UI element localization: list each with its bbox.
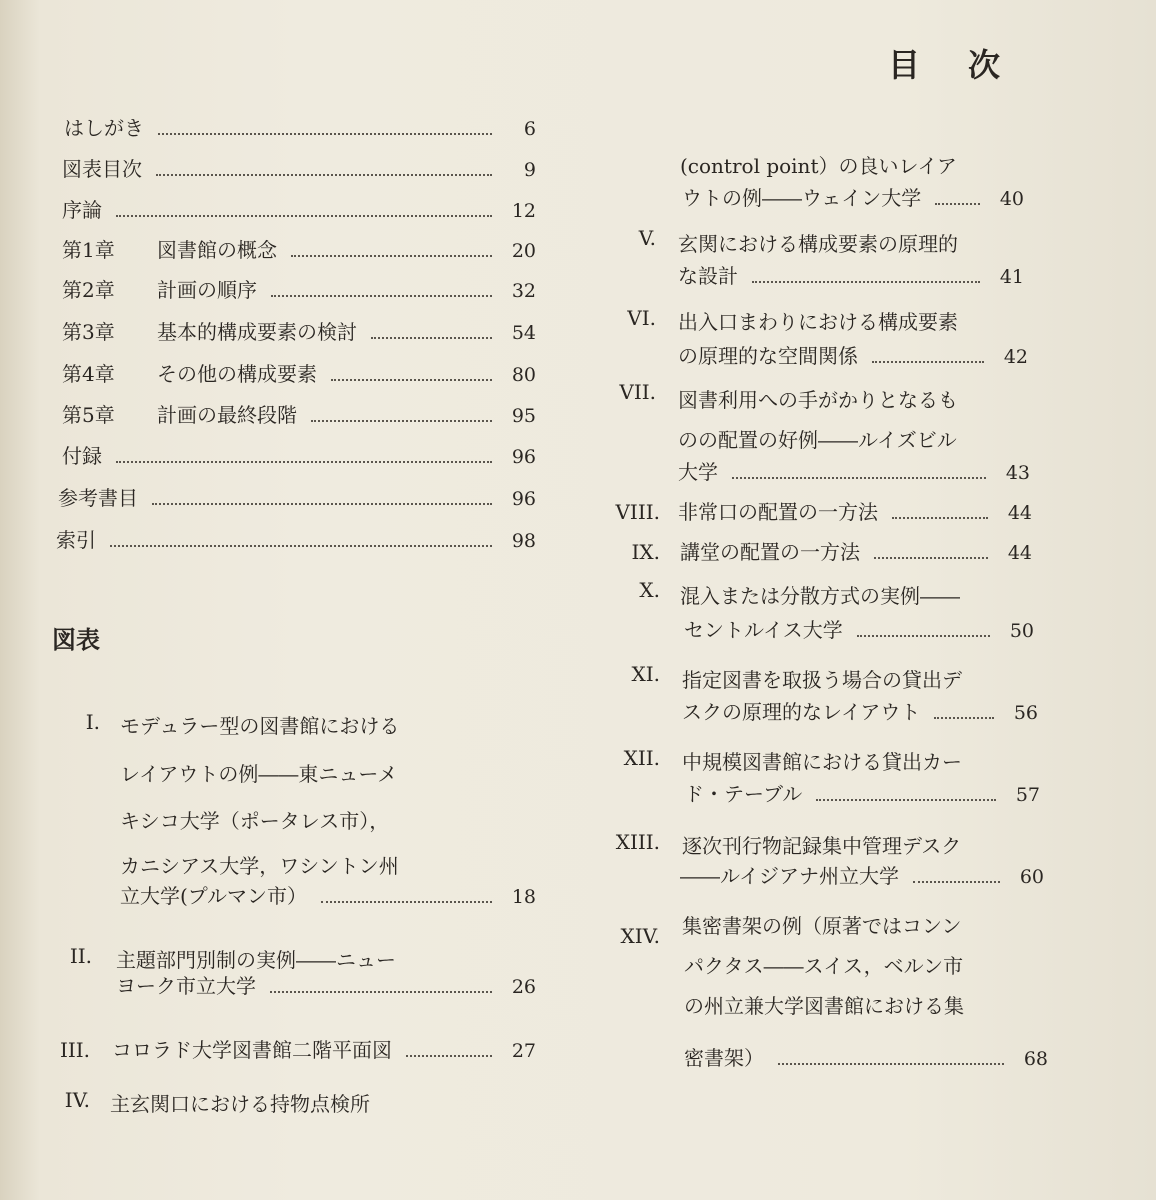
figure-entry-last <box>120 884 536 909</box>
figure-number: XIV. <box>620 924 660 948</box>
figure-page: 44 <box>1007 502 1032 524</box>
toc-title: はしがき <box>64 116 144 140</box>
figure-entry-last <box>116 974 536 999</box>
figure-entry-last <box>678 344 1028 369</box>
figure-page: 50 <box>1009 620 1034 642</box>
figure-line: パクタス――スイス，ベルン市 <box>684 954 964 978</box>
leader-dots <box>406 1055 492 1057</box>
toc-page: 20 <box>511 240 536 262</box>
figure-line: セントルイス大学 <box>684 618 843 642</box>
leader-dots <box>311 420 492 422</box>
figure-number: II. <box>69 944 92 968</box>
leader-dots <box>271 295 492 297</box>
leader-dots <box>752 281 980 283</box>
toc-page: 12 <box>511 200 536 222</box>
figure-line: 大学 <box>678 460 718 484</box>
toc-entry <box>56 528 536 553</box>
figure-line: 中規模図書館における貸出カー <box>682 750 962 774</box>
toc-entry <box>62 444 536 469</box>
figure-entry-last <box>112 1018 536 1063</box>
leader-dots <box>874 557 988 559</box>
figure-line: 主題部門別制の実例――ニュー <box>116 948 396 972</box>
figure-line: な設計 <box>678 264 738 288</box>
leader-dots <box>934 717 994 719</box>
figures-heading: 図表 <box>52 625 100 654</box>
leader-dots <box>892 517 988 519</box>
toc-entry <box>62 320 536 345</box>
leader-dots <box>732 477 986 479</box>
figure-number: XI. <box>631 662 660 686</box>
toc-chapter: 第1章 <box>62 238 115 262</box>
leader-dots <box>872 361 984 363</box>
leader-dots <box>116 215 492 217</box>
leader-dots <box>321 901 492 903</box>
figure-number: V. <box>638 226 656 250</box>
figure-entry-last <box>682 700 1038 725</box>
figure-entry-last <box>678 264 1024 289</box>
figure-line: の原理的な空間関係 <box>678 344 858 368</box>
page-heading: 目次 <box>888 46 1049 84</box>
leader-dots <box>816 799 996 801</box>
figure-line: 逐次刊行物記録集中管理デスク <box>682 834 962 858</box>
figure-number: VI. <box>627 306 656 330</box>
leader-dots <box>110 545 492 547</box>
figure-number: III. <box>59 1038 90 1062</box>
toc-entry <box>62 198 536 223</box>
figure-line: カニシアス大学，ワシントン州 <box>120 854 399 878</box>
figure-line: モデュラー型の図書館における <box>120 714 400 738</box>
figure-entry-last <box>684 1026 1048 1071</box>
toc-entry <box>62 278 536 303</box>
figure-line: 立大学(プルマン市） <box>120 884 308 908</box>
figure-page: 43 <box>1005 462 1030 484</box>
figure-line: ヨーク市立大学 <box>116 974 256 998</box>
toc-title: その他の構成要素 <box>157 362 317 386</box>
toc-chapter: 第2章 <box>62 278 115 302</box>
leader-dots <box>116 461 492 463</box>
toc-title: 索引 <box>56 528 96 552</box>
figure-number: XII. <box>623 746 660 770</box>
figure-line: (control point）の良いレイア <box>680 154 957 178</box>
toc-entry <box>62 362 536 387</box>
figure-line: ――ルイジアナ州立大学 <box>680 864 899 888</box>
figure-page: 42 <box>1003 346 1028 368</box>
leader-dots <box>291 255 492 257</box>
figure-line: キシコ大学（ポータレス市）， <box>120 809 390 833</box>
figure-page: 57 <box>1015 784 1040 806</box>
figure-line: スクの原理的なレイアウト <box>682 700 921 724</box>
figure-page: 44 <box>1007 542 1032 564</box>
toc-page: 96 <box>511 446 536 468</box>
toc-chapter: 第3章 <box>62 320 115 344</box>
leader-dots <box>913 881 1000 883</box>
figure-number: XIII. <box>615 830 660 854</box>
figure-number: X. <box>639 578 660 602</box>
figure-page: 40 <box>999 188 1024 210</box>
figure-entry-last <box>684 618 1034 643</box>
figure-number: IX. <box>631 540 660 564</box>
figure-line: 講堂の配置の一方法 <box>680 540 860 564</box>
figure-number: VIII. <box>615 500 660 524</box>
toc-page: 80 <box>511 364 536 386</box>
toc-title: 計画の順序 <box>157 278 257 302</box>
leader-dots <box>270 991 492 993</box>
figure-entry-last <box>678 460 1030 485</box>
figure-entry-last <box>678 500 1032 525</box>
toc-entry <box>62 403 536 428</box>
figure-line: 出入口まわりにおける構成要素 <box>678 310 958 334</box>
figure-entry-last <box>682 186 1024 211</box>
toc-page: 6 <box>523 118 536 140</box>
toc-title: 付録 <box>62 444 102 468</box>
leader-dots <box>778 1063 1004 1065</box>
figure-page: 18 <box>511 886 536 908</box>
leader-dots <box>331 379 492 381</box>
figure-line: 玄関における構成要素の原理的 <box>678 232 958 256</box>
toc-title: 序論 <box>62 198 102 222</box>
leader-dots <box>156 174 492 176</box>
leader-dots <box>152 503 492 505</box>
toc-title: 計画の最終段階 <box>157 403 297 427</box>
figure-line: 指定図書を取扱う場合の貸出デ <box>682 668 962 692</box>
figure-line: 混入または分散方式の実例―― <box>680 584 960 608</box>
toc-page: 98 <box>511 530 536 552</box>
figure-line: の州立兼大学図書館における集 <box>684 994 964 1018</box>
figure-line: 集密書架の例（原著ではコンン <box>682 914 962 938</box>
figure-page: 68 <box>1023 1048 1048 1070</box>
figure-page: 56 <box>1013 702 1038 724</box>
figure-entry-last <box>684 782 1040 807</box>
figure-line: ウトの例――ウェイン大学 <box>682 186 922 210</box>
figure-entry-last <box>680 540 1032 565</box>
toc-entry <box>58 486 536 511</box>
figure-number: VII. <box>619 380 656 404</box>
toc-page: 95 <box>511 405 536 427</box>
toc-chapter: 第5章 <box>62 403 115 427</box>
toc-title: 基本的構成要素の検討 <box>157 320 357 344</box>
figure-line: 図書利用への手がかりとなるも <box>678 388 958 412</box>
figure-line: ド・テーブル <box>684 782 803 806</box>
toc-title: 図書館の概念 <box>157 238 277 262</box>
figure-page: 41 <box>999 266 1024 288</box>
figure-line: 主玄関口における持物点検所 <box>110 1092 370 1116</box>
figure-line: 非常口の配置の一方法 <box>678 500 878 524</box>
figure-line: コロラド大学図書館二階平面図 <box>112 1038 392 1062</box>
toc-page: 54 <box>511 322 536 344</box>
toc-title: 図表目次 <box>62 157 142 181</box>
figure-number: IV. <box>64 1088 90 1112</box>
figure-page: 60 <box>1019 866 1044 888</box>
figure-page: 27 <box>511 1040 536 1062</box>
toc-page: 9 <box>523 159 536 181</box>
toc-page: 96 <box>511 488 536 510</box>
toc-chapter: 第4章 <box>62 362 115 386</box>
figure-number: I. <box>85 710 100 734</box>
figure-line: レイアウトの例――東ニューメ <box>120 762 398 786</box>
figure-line: 密書架） <box>684 1046 764 1070</box>
figure-line: のの配置の好例――ルイズビル <box>678 428 957 452</box>
toc-title: 参考書目 <box>58 486 138 510</box>
toc-entry <box>62 157 536 182</box>
toc-entry <box>64 116 536 141</box>
leader-dots <box>935 203 980 205</box>
toc-page: 32 <box>511 280 536 302</box>
figure-page: 26 <box>511 976 536 998</box>
leader-dots <box>158 133 492 135</box>
toc-entry <box>62 238 536 263</box>
leader-dots <box>371 337 492 339</box>
leader-dots <box>857 635 990 637</box>
figure-entry-last <box>680 864 1044 889</box>
